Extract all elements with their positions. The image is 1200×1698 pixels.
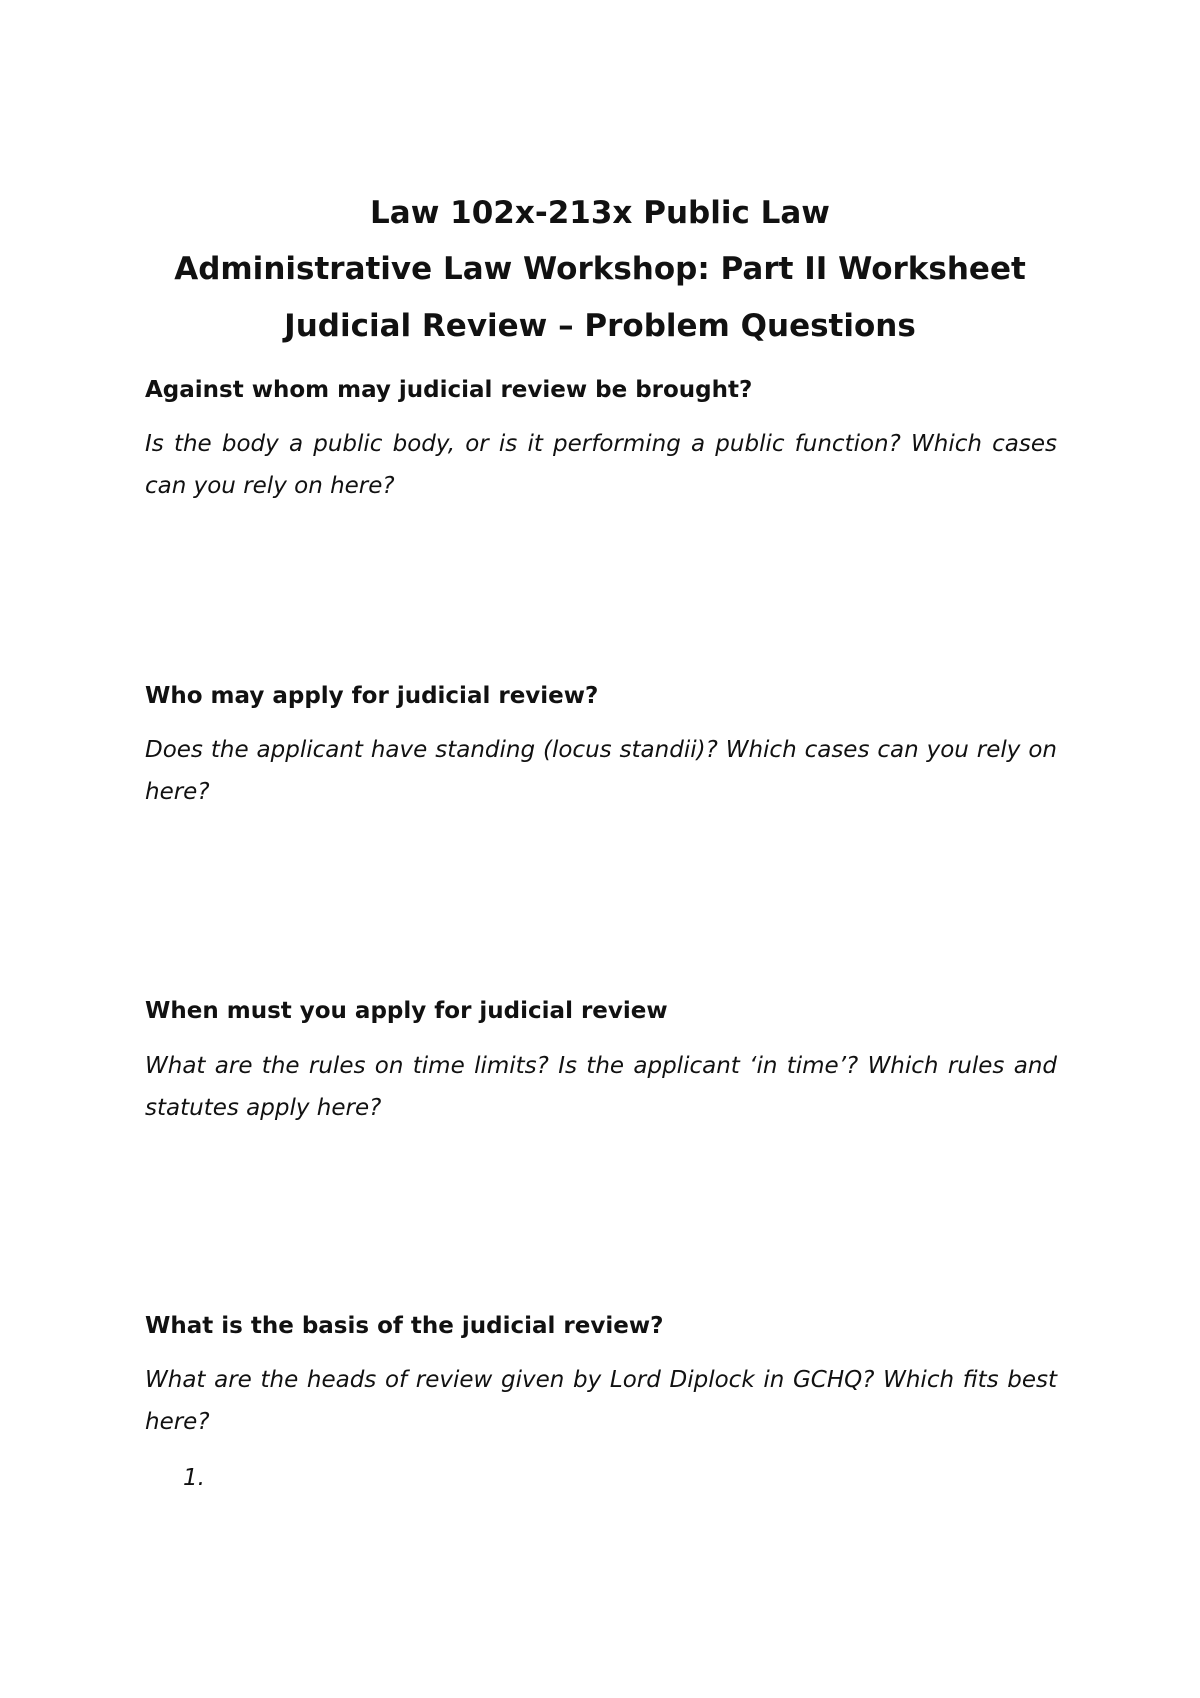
section-prompt-against-whom: Is the body a public body, or is it performing a public function? Which cases can you rely on here?: [145, 431, 1057, 499]
workshop-title: Administrative Law Workshop: Part II Worksheet: [174, 251, 1026, 287]
section-heading-who-may-apply: Who may apply for judicial review?: [145, 683, 599, 709]
section-heading-when-to-apply: When must you apply for judicial review: [145, 998, 668, 1024]
section-prompt-who-may-apply: Does the applicant have standing (locus standii)? Which cases can you rely on here?: [145, 737, 1057, 805]
section-prompt-basis-of-review: What are the heads of review given by Lord Diplock in GCHQ? Which fits best here?: [145, 1367, 1057, 1435]
worksheet-subtitle: Judicial Review – Problem Questions: [284, 308, 916, 344]
section-prompt-when-to-apply: What are the rules on time limits? Is the applicant ‘in time’? Which rules and statutes apply here?: [145, 1053, 1057, 1121]
section-heading-basis-of-review: What is the basis of the judicial review?: [145, 1313, 664, 1339]
list-item-number: 1.: [183, 1465, 205, 1491]
section-heading-against-whom: Against whom may judicial review be brought?: [145, 377, 753, 403]
course-title: Law 102x-213x Public Law: [370, 195, 830, 231]
